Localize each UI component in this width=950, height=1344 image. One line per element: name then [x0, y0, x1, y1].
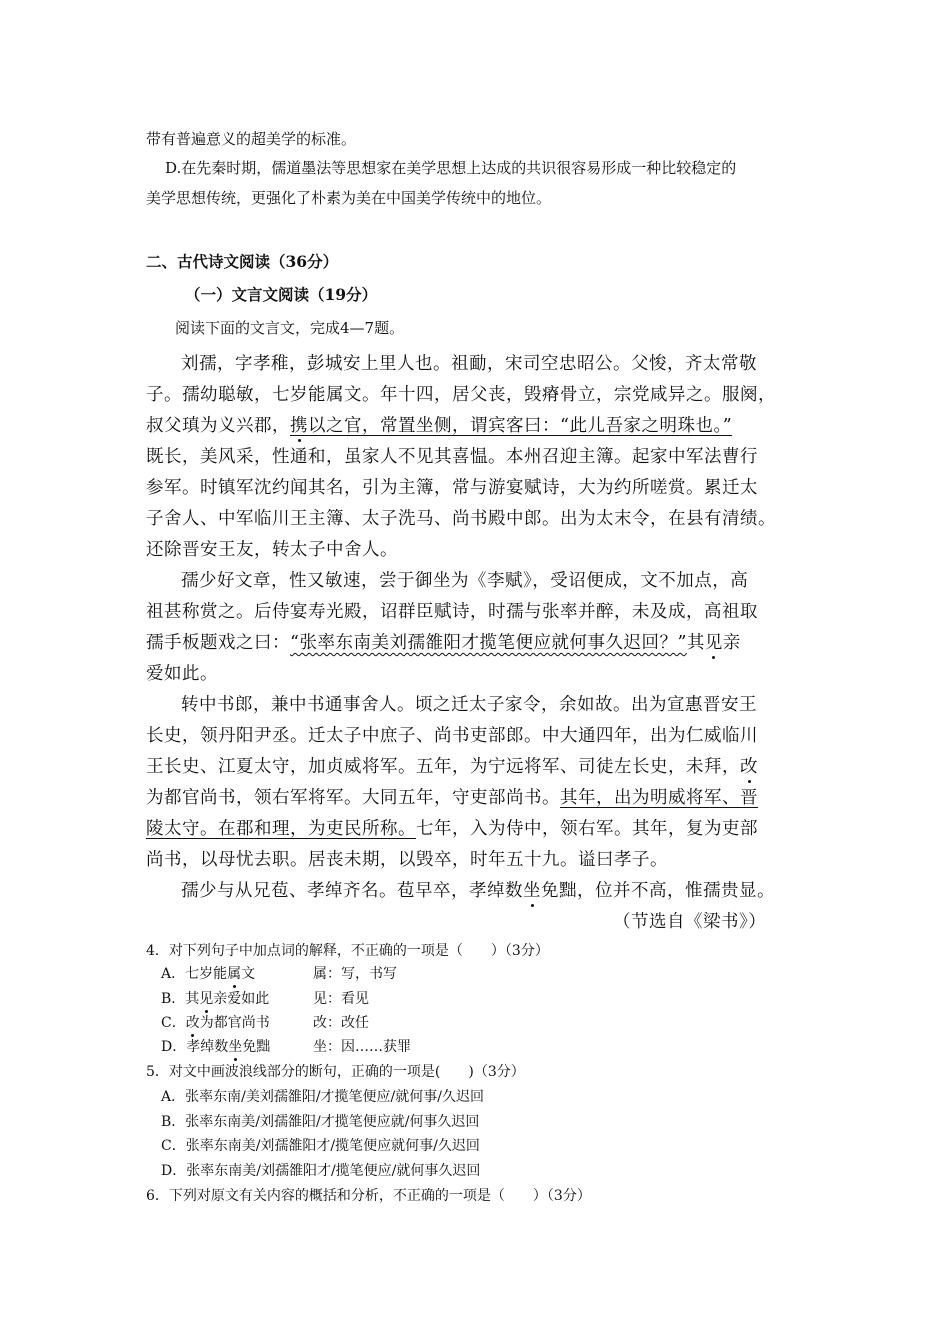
passage-line: 转中书郎，兼中书通事舍人。顷之迁太子家令，余如故。出为宣惠晋安王: [181, 695, 757, 715]
passage-text: 以之官，常置坐侧，谓宾客曰：“此儿吾家之明珠也。”: [308, 416, 733, 436]
passage-line: 子舍人、中军临川王主簿、太子洗马、尚书殿中郎。出为太末令，在县有清绩。: [146, 509, 776, 529]
dotted-word: 属: [227, 966, 242, 982]
passage-line: [146, 784, 758, 809]
passage-line: 刘孺，字孝稚，彭城安上里人也。祖勔，宋司空忠昭公。父悛，齐太常敬: [181, 354, 757, 374]
passage-line: [146, 629, 741, 654]
dotted-word: 见: [199, 991, 214, 1007]
option-text: 亲爱如此: [213, 991, 270, 1007]
option-c: C．张率东南美/刘孺雒阳才/揽笔便应就何事/久迟回: [161, 1138, 480, 1154]
instruction: 阅读下面的文言文，完成4—7题。: [175, 319, 405, 337]
passage-line: [146, 753, 758, 778]
option-a: [161, 963, 255, 983]
passage-line: [181, 877, 775, 902]
passage-line: 祖甚称赏之。后侍宴寿光殿，诏群臣赋诗，时孺与张率并醉，未及成，高祖取: [146, 602, 758, 622]
passage-text: 叔父瑱为义兴郡，: [146, 416, 290, 436]
option-d: D．张率东南美/刘孺雒阳才/揽笔便应/就何事久迟回: [161, 1163, 481, 1179]
option-c-tail: 带有普遍意义的超美学的标准。: [146, 130, 357, 148]
option-a-explanation: 属：写，书写: [313, 966, 397, 982]
passage-line: 既长，美风采，性通和，虽家人不见其喜愠。本州召迎主簿。起家中军法曹行: [146, 447, 758, 467]
question-stem: 4．对下列句子中加点词的解释，不正确的一项是（ ）（3分）: [146, 943, 549, 959]
option-text: A．七岁能: [161, 966, 228, 982]
dotted-word: 见: [704, 633, 723, 653]
option-text: 为都官尚书: [199, 1015, 270, 1031]
passage-line: 子。孺幼聪敏，七岁能属文。年十四，居父丧，毁瘠骨立，宗党咸异之。服阕，: [146, 385, 776, 405]
option-text: 免黜: [242, 1039, 271, 1055]
wavy-underlined-sentence: “张率东南美刘孺雒阳才揽笔便应就何事久迟回？”: [290, 633, 687, 653]
option-text: C．: [161, 1015, 186, 1031]
option-text: B．其: [161, 991, 200, 1007]
option-d-explanation: 坐：因……获罪: [313, 1039, 411, 1055]
section-subtitle: （一）文言文阅读（19分）: [185, 285, 378, 304]
passage-text: 免黜，位并不高，惟孺贵显。: [541, 881, 775, 901]
passage-text: 孺手板题戏之曰：: [146, 633, 290, 653]
question-stem: 6．下列对原文有关内容的概括和分析，不正确的一项是（ ）（3分）: [146, 1188, 591, 1204]
option-text: D．孝绰数: [161, 1039, 229, 1055]
underlined-sentence-2: 其年，出为明威将军、晋: [560, 788, 758, 808]
passage-line: 还除晋安王友，转太子中舍人。: [146, 540, 398, 560]
option-a: A．张率东南/美刘孺雒阳/才揽笔便应/就何事/久迟回: [161, 1089, 484, 1105]
passage-text: 王长史、江夏太守，加贞威将军。五年，为宁远将军、司徒左长史，未拜，: [146, 757, 740, 777]
option-c-explanation: 改：改任: [313, 1015, 369, 1031]
passage-text: 七年，入为侍中，领右军。其年，复为吏部: [416, 819, 758, 839]
underlined-sentence-2-cont: 陵太守。在郡和理，为吏民所称。: [146, 819, 416, 839]
passage-text: 其: [686, 633, 705, 653]
passage-line: 孺少好文章，性又敏速，尝于御坐为《李赋》，受诏便成，文不加点，高: [181, 571, 749, 591]
dotted-word: 改: [740, 757, 758, 777]
passage-line: 参军。时镇军沈约闻其名，引为主簿，常与游宴赋诗，大为约所嗟赏。累迁太: [146, 478, 758, 498]
passage-line: [146, 412, 732, 437]
passage-text: 孺少与从兄苞、孝绰齐名。苞早卒，孝绰数: [181, 881, 523, 901]
option-d-line2: 美学思想传统，更强化了朴素为美在中国美学传统中的地位。: [146, 189, 552, 207]
dotted-word: 坐: [523, 881, 541, 901]
question-stem: 5．对文中画波浪线部分的断句，正确的一项是( )（3分）: [146, 1064, 525, 1080]
passage-line: 长史，领丹阳尹丞。迁太子中庶子、尚书吏部郎。中大通四年，出为仁威临川: [146, 726, 758, 746]
option-b: [161, 988, 269, 1008]
dotted-word: 改: [185, 1015, 200, 1031]
passage-source: （节选自《梁书》）: [613, 912, 767, 932]
dotted-word: 坐: [228, 1039, 243, 1055]
underlined-sentence-1: [290, 416, 732, 436]
option-text: 文: [241, 966, 256, 982]
passage-line: 爱如此。: [146, 664, 218, 684]
option-b-explanation: 见：看见: [313, 991, 369, 1007]
option-d-line1: D.在先秦时期，儒道墨法等思想家在美学思想上达成的共识很容易形成一种比较稳定的: [165, 159, 737, 177]
passage-line: 尚书，以母忧去职。居丧未期，以毁卒，时年五十九。谥曰孝子。: [146, 850, 668, 870]
passage-text: 亲: [722, 633, 741, 653]
passage-text: 为都官尚书，领右军将军。大同五年，守吏部尚书。: [146, 788, 560, 808]
passage-line: [146, 815, 758, 840]
section-title: 二、古代诗文阅读（36分）: [146, 252, 339, 271]
option-b: B．张率东南美/刘孺雒阳/才揽笔便应就/何事久迟回: [161, 1114, 480, 1130]
option-d: [161, 1036, 270, 1056]
dotted-word: 携: [290, 416, 308, 436]
option-c: [161, 1012, 270, 1032]
